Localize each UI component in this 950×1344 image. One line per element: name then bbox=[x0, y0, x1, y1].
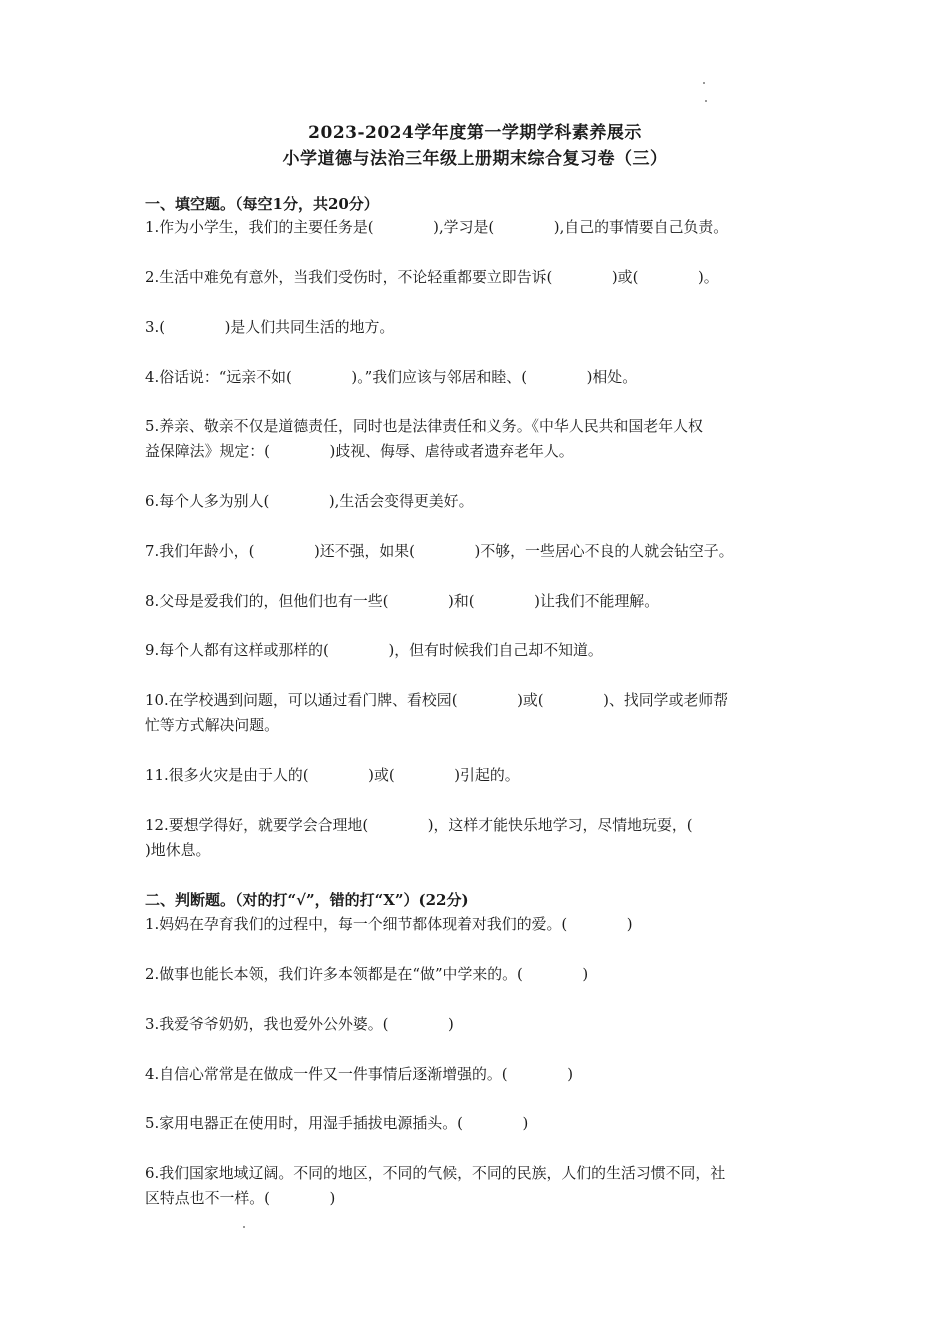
fill-question-10-line2: 忙等方式解决问题。 bbox=[145, 716, 280, 734]
fill-question-1: 1.作为小学生，我们的主要任务是( ),学习是( ),自己的事情要自己负责。 bbox=[145, 218, 729, 236]
judge-question-4: 4.自信心常常是在做成一件又一件事情后逐渐增强的。( ) bbox=[145, 1065, 574, 1083]
fill-question-8: 8.父母是爱我们的，但他们也有一些( )和( )让我们不能理解。 bbox=[145, 592, 660, 610]
exam-title-line1: 2023-2024学年度第一学期学科素养展示 bbox=[308, 123, 642, 143]
judge-question-6-line1: 6.我们国家地域辽阔。不同的地区，不同的气候，不同的民族，人们的生活习惯不同，社 bbox=[145, 1164, 726, 1182]
scan-speck bbox=[243, 1226, 245, 1228]
scan-speck bbox=[703, 82, 705, 84]
fill-question-10-line1: 10.在学校遇到问题，可以通过看门牌、看校园( )或( )、找同学或老师帮 bbox=[145, 691, 729, 709]
fill-question-12-line2: )地休息。 bbox=[145, 841, 211, 859]
section1-heading: 一、填空题。（每空1分，共20分） bbox=[145, 195, 379, 213]
fill-question-9: 9.每个人都有这样或那样的( )，但有时候我们自己却不知道。 bbox=[145, 641, 603, 659]
judge-question-1: 1.妈妈在孕育我们的过程中，每一个细节都体现着对我们的爱。( ) bbox=[145, 915, 633, 933]
fill-question-3: 3.( )是人们共同生活的地方。 bbox=[145, 318, 395, 336]
fill-question-12-line1: 12.要想学得好，就要学会合理地( )，这样才能快乐地学习，尽情地玩耍，( bbox=[145, 816, 693, 834]
fill-question-4: 4.俗话说：“远亲不如( )。”我们应该与邻居和睦、( )相处。 bbox=[145, 368, 638, 386]
judge-question-5: 5.家用电器正在使用时，用湿手插拔电源插头。( ) bbox=[145, 1114, 529, 1132]
judge-question-6-line2: 区特点也不一样。( ) bbox=[145, 1189, 336, 1207]
fill-question-11: 11.很多火灾是由于人的( )或( )引起的。 bbox=[145, 766, 520, 784]
fill-question-5-line1: 5.养亲、敬亲不仅是道德责任，同时也是法律责任和义务。《中华人民共和国老年人权 bbox=[145, 417, 703, 435]
fill-question-7: 7.我们年龄小，( )还不强，如果( )不够，一些居心不良的人就会钻空子。 bbox=[145, 542, 734, 560]
scan-speck bbox=[705, 100, 707, 102]
section2-heading: 二、判断题。（对的打“√”，错的打“X”）(22分) bbox=[145, 891, 469, 909]
judge-question-3: 3.我爱爷爷奶奶，我也爱外公外婆。( ) bbox=[145, 1015, 454, 1033]
fill-question-6: 6.每个人多为别人( ),生活会变得更美好。 bbox=[145, 492, 474, 510]
judge-question-2: 2.做事也能长本领，我们许多本领都是在“做”中学来的。( ) bbox=[145, 965, 589, 983]
fill-question-5-line2: 益保障法》规定：( )歧视、侮辱、虐待或者遗弃老年人。 bbox=[145, 442, 574, 460]
exam-title-line2: 小学道德与法治三年级上册期末综合复习卷（三） bbox=[282, 149, 668, 169]
fill-question-2: 2.生活中难免有意外，当我们受伤时，不论轻重都要立即告诉( )或( )。 bbox=[145, 268, 719, 286]
